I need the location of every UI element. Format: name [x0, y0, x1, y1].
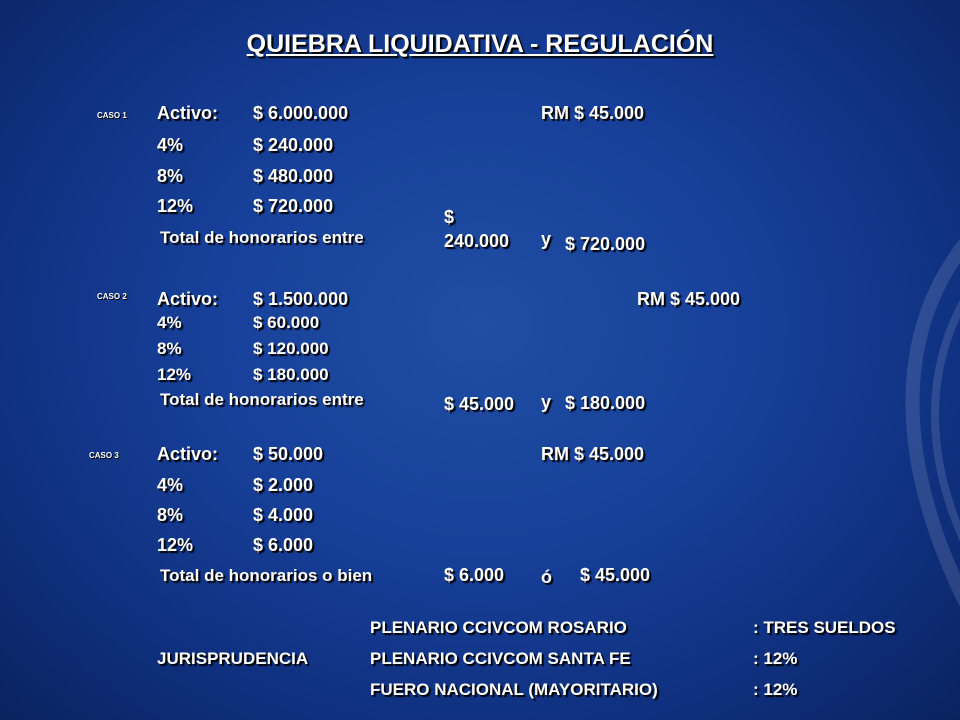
case-1-value-8: $ 480.000 [253, 166, 334, 186]
case-3-max-value: $ 45.000 [580, 565, 651, 585]
case-1-activo-label: Activo: [157, 103, 219, 123]
case-1-min-value: 240.000 [444, 231, 510, 251]
case-1-label: CASO 1 [97, 111, 127, 120]
case-1-rm: RM $ 45.000 [541, 103, 645, 123]
case-1-pct-8: 8% [157, 166, 184, 186]
case-2-max-value: $ 180.000 [565, 393, 646, 413]
jurisprudencia-value-rosario: : TRES SUELDOS [753, 618, 896, 637]
case-3-value-12: $ 6.000 [253, 535, 314, 555]
jurisprudencia-value-nacional: : 12% [753, 680, 798, 699]
case-3-pct-4: 4% [157, 475, 184, 495]
case-1-connector: y [541, 229, 552, 249]
jurisprudencia-court-nacional: FUERO NACIONAL (MAYORITARIO) [370, 680, 658, 699]
case-2-pct-8: 8% [157, 339, 182, 358]
case-3-rm: RM $ 45.000 [541, 444, 645, 464]
case-3-value-4: $ 2.000 [253, 475, 314, 495]
case-3-pct-8: 8% [157, 505, 184, 525]
case-2-activo-label: Activo: [157, 289, 219, 309]
jurisprudencia-value-santa-fe: : 12% [753, 649, 798, 668]
case-3-activo-label: Activo: [157, 444, 219, 464]
jurisprudencia-court-santa-fe: PLENARIO CCIVCOM SANTA FE [370, 649, 631, 668]
case-3-total-label: Total de honorarios o bien [160, 566, 373, 585]
case-3-label: CASO 3 [89, 451, 119, 460]
case-3-connector: ó [541, 567, 552, 587]
case-2-value-4: $ 60.000 [253, 313, 320, 332]
case-1-value-4: $ 240.000 [253, 135, 334, 155]
case-2-total-label: Total de honorarios entre [160, 390, 364, 409]
case-2-connector: y [541, 392, 552, 412]
case-3-value-8: $ 4.000 [253, 505, 314, 525]
case-2-min-value: $ 45.000 [444, 394, 515, 414]
case-3-pct-12: 12% [157, 535, 194, 555]
case-1-min-prefix: $ [444, 207, 455, 227]
case-2-value-12: $ 180.000 [253, 365, 329, 384]
case-1-max-value: $ 720.000 [565, 234, 646, 254]
page-title: QUIEBRA LIQUIDATIVA - REGULACIÓN [246, 30, 714, 58]
case-2-pct-12: 12% [157, 365, 192, 384]
case-3-min-value: $ 6.000 [444, 565, 505, 585]
jurisprudencia-label: JURISPRUDENCIA [157, 649, 309, 668]
case-3-activo-value: $ 50.000 [253, 444, 324, 464]
case-1-value-12: $ 720.000 [253, 196, 334, 216]
case-1-total-label: Total de honorarios entre [160, 228, 364, 247]
case-2-activo-value: $ 1.500.000 [253, 289, 349, 309]
jurisprudencia-court-rosario: PLENARIO CCIVCOM ROSARIO [370, 618, 627, 637]
case-2-label: CASO 2 [97, 292, 127, 301]
case-2-value-8: $ 120.000 [253, 339, 329, 358]
case-1-pct-4: 4% [157, 135, 184, 155]
case-1-activo-value: $ 6.000.000 [253, 103, 349, 123]
case-1-pct-12: 12% [157, 196, 194, 216]
case-2-rm: RM $ 45.000 [637, 289, 741, 309]
case-2-pct-4: 4% [157, 313, 182, 332]
